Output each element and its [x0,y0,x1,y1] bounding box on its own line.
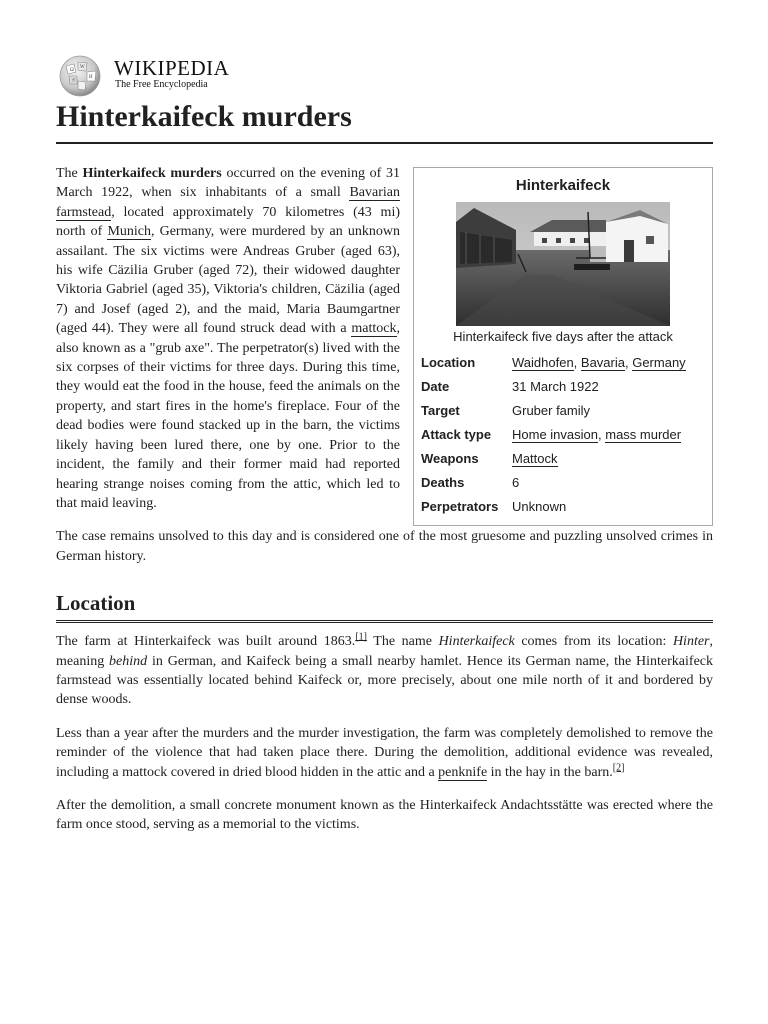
reference-2[interactable] [613,762,625,773]
infobox-value [512,447,712,471]
lead-text: , also known as a "grub axe". The perpetrator(s) lived with the six corpses of their victims for three days. During this time, they would eat the food in the house, feed the animals on the property, and start fires in the home's fireplace. Four of the dead bodies were found stacked up in the barn, the victims likely having been lured there, one by one. Prior to the incident, the family and their former maid had reported hearing strange noises coming from the attic, which led to that maid leaving. [56,321,400,511]
infobox-label: Location [421,354,476,370]
lead-paragraph [56,164,400,513]
wikipedia-globe-icon[interactable] [56,54,104,98]
infobox-label: Attack type [421,426,492,442]
infobox-caption: Hinterkaifeck five days after the attack [453,329,673,345]
infobox-label: Date [421,378,450,394]
lead-text: The [56,166,83,181]
infobox-title: Hinterkaifeck [515,177,611,194]
section-heading-location: Location [56,590,713,623]
infobox-row-date [414,375,712,399]
infobox-row-location [414,351,712,375]
paragraph-text: The farm at Hinterkaifeck was built around 1863. [56,634,356,650]
link-farmstead[interactable]: farmstead [56,204,112,220]
reference-1[interactable] [355,631,367,642]
wikipedia-wordmark[interactable]: WIKIPEDIA [114,56,230,80]
infobox-row-weapons [414,447,712,471]
separator: , [598,426,606,442]
infobox-row-perpetrators [414,495,712,519]
lead-text: , Germany, were murdered by an unknown assailant. The six victims were Andreas Gruber (aged 63), his wife Cäzilia Gruber (aged 72), their widowed daughter Viktoria Gabriel (aged 35), Viktoria's children, Cäzilia (aged 7) and Josef (aged 2), and the maid, Maria Baumgartner (aged 44). They were all found struck dead with a [56,224,400,337]
infobox-label: Perpetrators [421,498,499,514]
link-bavarian[interactable]: Bavarian [349,185,400,201]
lead-text: occurred on the evening of 31 March 1922, when six inhabitants of a small [56,166,401,201]
link-bavaria[interactable]: Bavaria [580,354,625,370]
paragraph-text: , meaning [56,634,713,669]
emphasis: behind [109,653,148,669]
infobox-value: 31 March 1922 [512,378,599,394]
svg-text:W: W [80,65,85,70]
paragraph-text: in the hay in the barn. [487,764,613,780]
summary-paragraph: The case remains unsolved to this day and is considered one of the most gruesome and puzzling unsolved crimes in German history. [56,529,713,564]
infobox-value: Unknown [512,498,567,514]
page-title: Hinterkaifeck murders [56,98,713,144]
paragraph-text: The name [366,634,439,650]
infobox-label: Weapons [421,450,479,466]
location-section [56,632,713,835]
infobox-row-attack-type [414,423,712,447]
paragraph-text: comes from its location: [514,634,673,650]
infobox-value [512,351,712,375]
farmstead-photo[interactable] [456,202,670,326]
link-germany[interactable]: Germany [632,354,686,370]
location-paragraph-2 [56,724,713,782]
infobox-value: 6 [512,474,520,490]
reference-link[interactable]: [1] [355,631,367,643]
link-munich[interactable]: Munich [107,224,151,240]
emphasis: Hinter [672,634,710,650]
link-mass-murder[interactable]: mass murder [605,426,682,442]
emphasis: Hinterkaifeck [438,634,515,650]
infobox [413,167,713,526]
svg-text:Ω: Ω [70,68,74,73]
lead-subject: Hinterkaifeck murders [82,166,222,181]
article-page [56,52,713,835]
infobox-row-deaths [414,471,712,495]
separator: , [624,354,633,370]
link-mattock[interactable]: Mattock [512,450,558,466]
infobox-label: Target [421,402,460,418]
svg-text:И: И [89,75,93,80]
svg-text:ウ: ウ [71,79,77,84]
link-home-invasion[interactable]: Home invasion [512,426,598,442]
link-waidhofen[interactable]: Waidhofen [512,354,574,370]
infobox-value: Gruber family [512,402,591,418]
link-penknife[interactable]: penknife [438,764,488,780]
infobox-label: Deaths [421,474,465,490]
location-paragraph-3: After the demolition, a small concrete monument known as the Hinterkaifeck Andachtsstätte was erected where the farm once stood, serving as a memorial to the victims. [56,797,713,833]
location-paragraph-1 [56,632,713,710]
link-mattock[interactable]: mattock [351,321,397,337]
infobox-row-target [414,399,712,423]
site-header [56,52,713,98]
article-body [56,164,713,835]
reference-link[interactable]: [2] [612,761,625,773]
paragraph-text: in German, and Kaifeck being a small nearby hamlet. Hence its German name, the Hinterkaifeck farmstead was essentially located behind Kaifeck or, more precisely, about one mile north of it and bordered by dense woods. [56,653,713,708]
wikipedia-tagline: The Free Encyclopedia [115,79,208,90]
infobox-value [512,423,712,447]
separator: , [573,354,581,370]
lead-text: , located approximately 70 kilometres (43 mi) north of [56,204,400,240]
paragraph-text: Less than a year after the murders and the murder investigation, the farm was completely demolished to remove the reminder of the violence that had taken place there. During the demolition, additional evidence was revealed, including a mattock covered in dried blood hidden in the attic and a [56,725,713,780]
